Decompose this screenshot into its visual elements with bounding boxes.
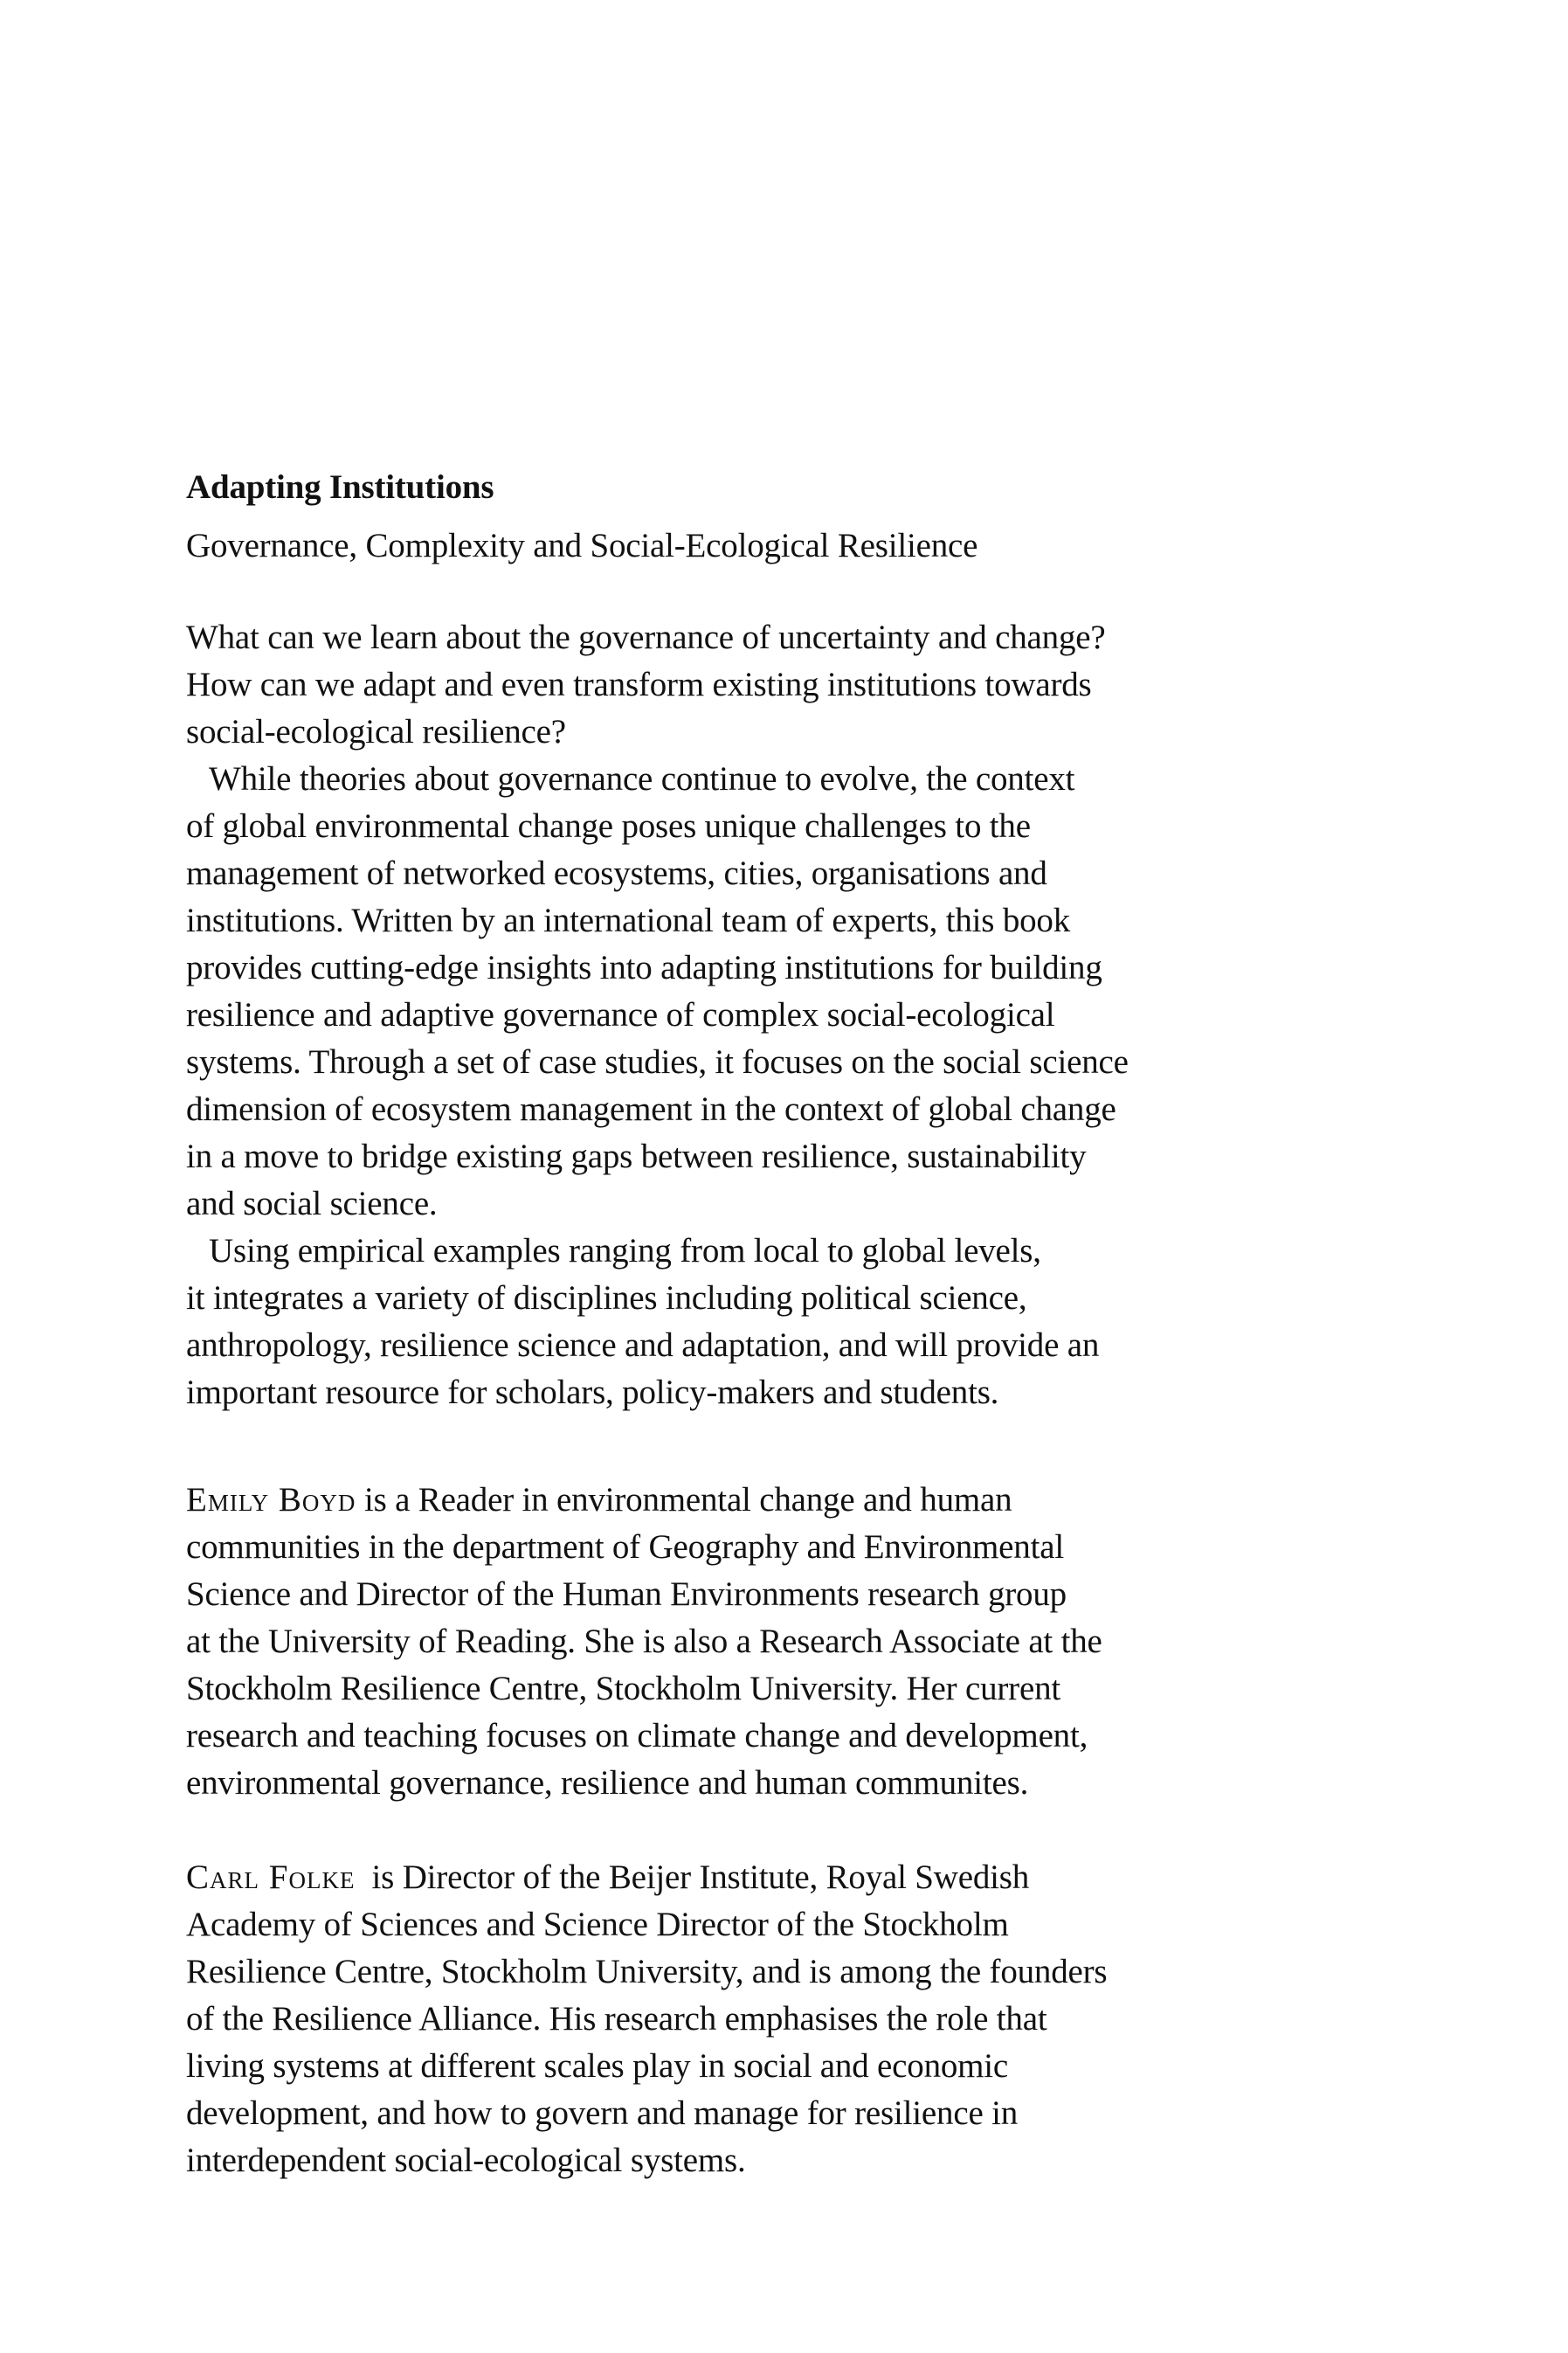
description-line: dimension of ecosystem management in the context of global change xyxy=(186,1090,1116,1128)
bio-line: environmental governance, resilience and human communites. xyxy=(186,1764,1029,1802)
bio-line: development, and how to govern and manage for resilience in xyxy=(186,2094,1019,2132)
bio-line: is Director of the Beijer Institute, Royal Swedish xyxy=(371,1858,1030,1896)
bio-line: of the Resilience Alliance. His research emphasises the role that xyxy=(186,2000,1047,2038)
book-title-block xyxy=(186,464,1409,511)
description-line: management of networked ecosystems, cities, organisations and xyxy=(186,855,1047,892)
bio-line: is a Reader in environmental change and human xyxy=(363,1481,1012,1519)
description-line: anthropology, resilience science and adaptation, and will provide an xyxy=(186,1326,1100,1364)
description-line: While theories about governance continue to evolve, the context xyxy=(209,760,1075,798)
description-line: What can we learn about the governance of uncertainty and change? xyxy=(186,619,1106,656)
book-subtitle: Governance, Complexity and Social-Ecological Resilience xyxy=(186,527,978,564)
bio-line: at the University of Reading. She is also a Research Associate at the xyxy=(186,1623,1102,1660)
description-line: social-ecological resilience? xyxy=(186,713,566,751)
author-name: Emily Boyd xyxy=(186,1481,356,1519)
bio-line: Science and Director of the Human Environments research group xyxy=(186,1575,1067,1613)
description-line: and social science. xyxy=(186,1185,438,1222)
description-line: systems. Through a set of case studies, it focuses on the social science xyxy=(186,1043,1129,1081)
description-line: institutions. Written by an international team of experts, this book xyxy=(186,902,1071,939)
description-line: in a move to bridge existing gaps between resilience, sustainability xyxy=(186,1138,1087,1175)
book-description xyxy=(186,614,1409,1416)
bio-line: living systems at different scales play in social and economic xyxy=(186,2047,1009,2085)
book-subtitle-block xyxy=(186,523,1409,570)
book-title: Adapting Institutions xyxy=(186,468,494,506)
author-bio-emily-boyd xyxy=(186,1477,1409,1807)
description-line: resilience and adaptive governance of complex social-ecological xyxy=(186,996,1055,1034)
bio-line: communities in the department of Geography and Environmental xyxy=(186,1528,1064,1566)
description-line: it integrates a variety of disciplines including political science, xyxy=(186,1279,1027,1317)
description-line: of global environmental change poses unique challenges to the xyxy=(186,807,1031,845)
author-name: Carl Folke xyxy=(186,1858,356,1896)
bio-line: Resilience Centre, Stockholm University, and is among the founders xyxy=(186,1953,1108,1990)
bio-line: Academy of Sciences and Science Director of the Stockholm xyxy=(186,1906,1009,1943)
author-bio-first-line xyxy=(186,1854,1409,1901)
description-line: How can we adapt and even transform existing institutions towards xyxy=(186,666,1092,703)
description-line: important resource for scholars, policy-makers and students. xyxy=(186,1374,999,1411)
author-bio-first-line xyxy=(186,1477,1409,1524)
description-line: provides cutting-edge insights into adapting institutions for building xyxy=(186,949,1102,986)
author-bio-carl-folke xyxy=(186,1854,1409,2184)
bio-line: interdependent social-ecological systems. xyxy=(186,2142,746,2179)
bio-line: Stockholm Resilience Centre, Stockholm University. Her current xyxy=(186,1670,1061,1707)
bio-line: research and teaching focuses on climate change and development, xyxy=(186,1717,1088,1754)
description-line: Using empirical examples ranging from local to global levels, xyxy=(209,1232,1041,1270)
